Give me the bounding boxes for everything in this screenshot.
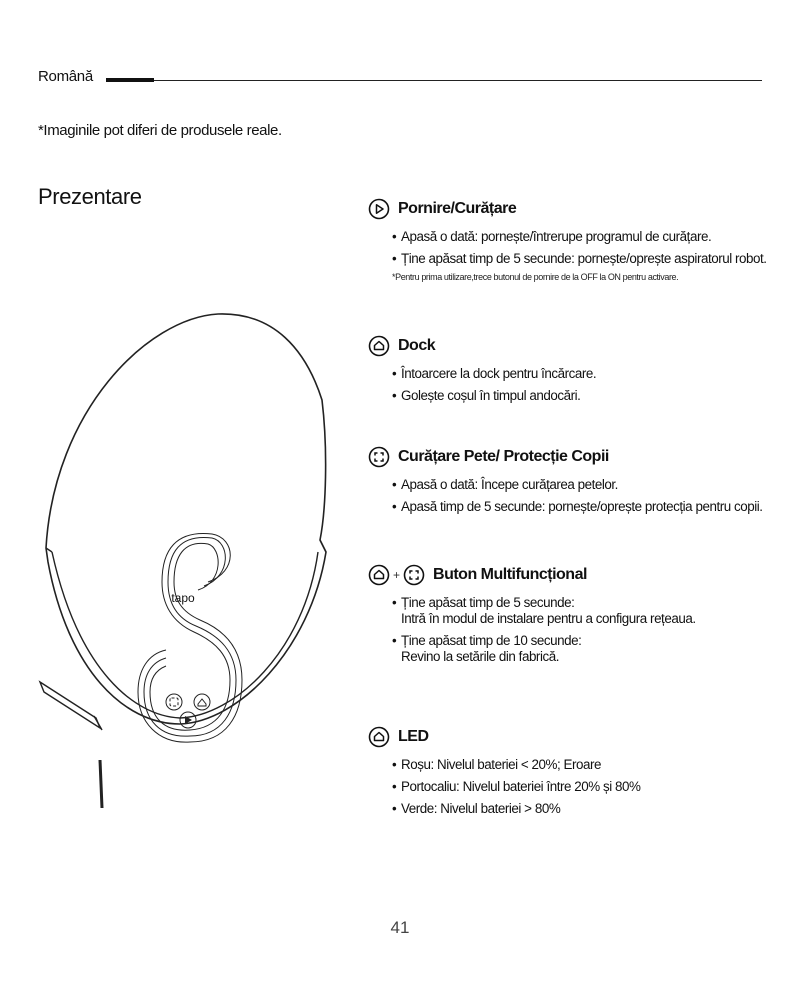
- robot-vacuum-illustration: [38, 290, 338, 810]
- header-rule: [106, 80, 762, 81]
- section-led: [368, 725, 788, 823]
- list-item: • Întoarcere la dock pentru încărcare.: [392, 366, 788, 382]
- section-power-clean: [368, 197, 788, 282]
- page-title: Prezentare: [38, 184, 142, 209]
- section-header: [368, 725, 788, 749]
- spot-clean-icon: [368, 446, 390, 468]
- robot-dock-button: [194, 694, 210, 710]
- list-item: • Apasă o dată: Începe curățarea petelor.: [392, 477, 788, 493]
- section-header: [368, 563, 788, 587]
- section-title: Buton Multifuncțional: [433, 566, 587, 583]
- list-item: • Verde: Nivelul bateriei > 80%: [392, 801, 788, 817]
- bullet-list: [392, 477, 788, 515]
- bullet-list: [392, 229, 788, 267]
- section-title: Curățare Pete/ Protecție Copii: [398, 448, 609, 465]
- section-header: [368, 197, 788, 221]
- dock-icon: [368, 335, 390, 357]
- section-title: Pornire/Curățare: [398, 200, 517, 217]
- section-header: [368, 445, 788, 469]
- brush-bristle: [100, 760, 102, 808]
- section-title: Dock: [398, 337, 436, 354]
- list-item: • Ține apăsat timp de 5 secunde: pornește/oprește aspiratorul robot.: [392, 251, 788, 267]
- header-rule-accent: [106, 78, 154, 82]
- led-icon: [368, 726, 390, 748]
- plus-sign: +: [393, 568, 401, 582]
- disclaimer-note: *Imaginile pot diferi de produsele reale.: [38, 122, 282, 139]
- side-brush: [40, 682, 100, 728]
- list-item: • Ține apăsat timp de 5 secunde: Intră în modul de instalare pentru a configura rețeaua.: [392, 595, 788, 627]
- list-item: • Apasă o dată: pornește/întrerupe programul de curățare.: [392, 229, 788, 245]
- play-icon: [368, 198, 390, 220]
- section-header: [368, 334, 788, 358]
- list-item: • Ține apăsat timp de 10 secunde: Revino la setările din fabrică.: [392, 633, 788, 665]
- list-item: • Portocaliu: Nivelul bateriei între 20% și 80%: [392, 779, 788, 795]
- robot-spot-button: [166, 694, 182, 710]
- section-multifunction: [368, 563, 788, 671]
- robot-body: [46, 314, 326, 724]
- tapo-logo: tapo: [171, 591, 195, 605]
- language-label: Română: [38, 68, 93, 85]
- section-dock: [368, 334, 788, 410]
- bullet-list: [392, 595, 788, 665]
- dock-icon: [368, 564, 390, 586]
- list-item: • Apasă timp de 5 secunde: pornește/oprește protecția pentru copii.: [392, 499, 788, 515]
- list-item: • Golește coșul în timpul andocări.: [392, 388, 788, 404]
- footnote: *Pentru prima utilizare,trece butonul de pornire de la OFF la ON pentru activare.: [392, 272, 679, 282]
- spot-clean-icon: [403, 564, 425, 586]
- bullet-list: [392, 366, 788, 404]
- section-spot-clean: [368, 445, 788, 521]
- list-item: • Roșu: Nivelul bateriei < 20%; Eroare: [392, 757, 788, 773]
- bullet-list: [392, 757, 788, 817]
- page-number: 41: [390, 918, 410, 937]
- section-title: LED: [398, 728, 429, 745]
